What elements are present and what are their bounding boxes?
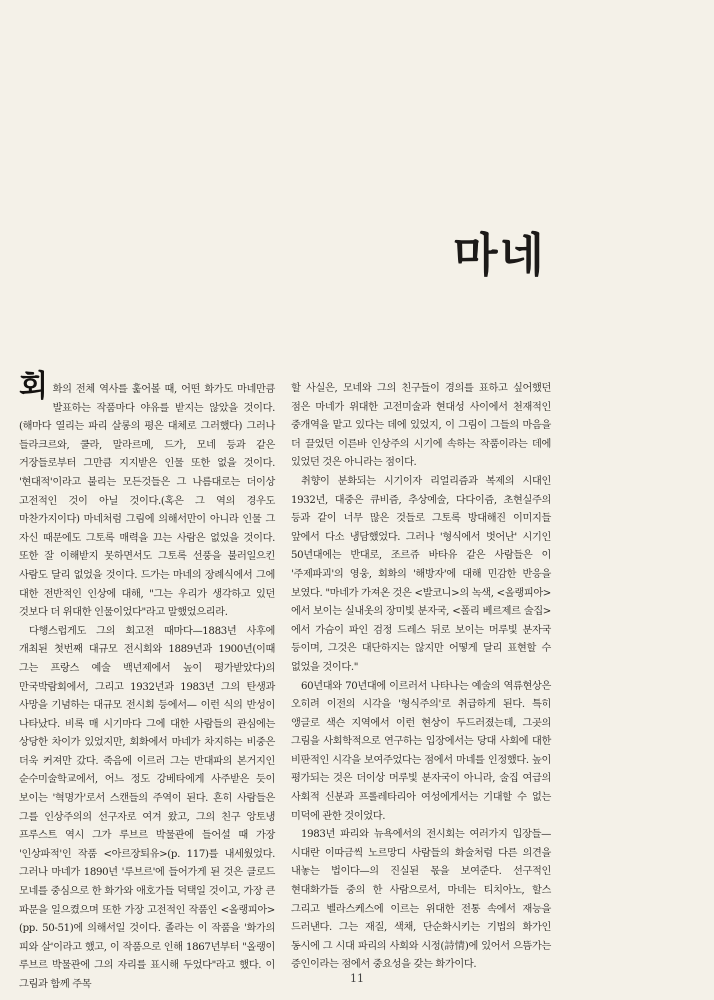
- exhibition-paragraph: 1983년 파리와 뉴욕에서의 전시회는 여러가지 입장들—시대란 이따금씩 노르망디 사람들의 화술처럼 다른 의견을 내놓는 법이다—의 진실된 몫을 보여준다. 선구적인 현대화가들 중의 한 사람으로서, 마네는 티치아노, 할스 그리고 벨라스케스에 이르는 위대한 전통 속에서 재능을 드러낸다. 그는 재질, 색채, 단순화시키는 기법의 화가인 동시에 그 시대 파리의 사회와 시정(詩情)에 있어서 으뜸가는 증인이라는 점에서 중요성을 갖는 화가이다.: [291, 829, 551, 971]
- second-paragraph: 다행스럽게도 그의 회고전 때마다—1883년 사후에 개최된 첫번째 대규모 전시회와 1889년과 1900년(이때 그는 프랑스 예술 백년제에서 높이 평가받았다)의 만국박람회에서, 그리고 1932년과 1983년 그의 탄생과 사망을 기념하는 대규모 전시회 등에서— 이런 식의 반성이 나타났다. 비록 매 시기마다 그에 대한 사람들의 관심에는 상당한 차이가 있었지만, 회화에서 마네가 차지하는 비중은 더욱 커져만 갔다. 죽음에 이르러 그는 반대파의 본거지인 순수미술학교에서, 어느 정도 강베타에게 사주받은 듯이 보이는 '혁명가'로서 스캔들의 주역이 된다. 흔히 사람들은 그를 인상주의의 선구자로 여겨 왔고, 그의 친구 앙토냉 프루스트 역시 그가 루브르 박물관에 들어설 때 가장 '인상파적'인 작품 <아르장퇴유>(p. 117)를 내세웠었다. 그러나 마네가 1890년 '루브르'에 들어가게 된 것은 클로드 모네를 중심으로 한 화가와 애호가들 덕택일 것이고, 가장 큰 파문을 일으켰으며 또한 가장 고전적인 작품인 <올랭피아>(pp. 50-51)에 의해서일 것이다. 졸라는 이 작품을 '화가의 피와 살'이라고 했고, 이 작품으로 인해 1867년부터 "올랭이 루브르 박물관에 그의 자리를 표시해 두었다"라고 했다. 이 그림과 함께 주목: [19, 625, 275, 990]
- first-paragraph-text: 화의 전체 역사를 훑어볼 때, 어떤 화가도 마네만큼 발표하는 작품마다 야유를 받지는 않았을 것이다.(해마다 열리는 파리 살롱의 평은 대체로 그러했다) 그러나 들라크르와, 쿨라, 말라르메, 드가, 모네 등과 같은 거장들로부터 그만큼 지지받은 인물 또한 없을 것이다. '현대적'이라고 불리는 모든것들은 그 나름대로는 더이상 고전적인 것이 아닐 것이다.(혹은 그 역의 경우도 마찬가지이다) 마네처럼 그림에 의해서만이 아니라 인물 그 자신 때문에도 그토록 매력을 끄는 사람은 없었을 것이다. 또한 잘 이해받지 못하면서도 그토록 선풍을 불러일으킨 사람도 달리 없었을 것이다. 드가는 마네의 장례식에서 그에 대한 전반적인 인상에 대해, "그는 우리가 생각하고 있던 것보다 더 위대한 인물이었다"라고 말했었으리라.: [19, 384, 275, 619]
- first-paragraph: [19, 369, 275, 623]
- drop-cap: 회: [19, 369, 48, 404]
- left-text-column: [19, 369, 275, 995]
- continued-paragraph: 할 사실은, 모네와 그의 친구들이 경의를 표하고 싶어했던 점은 마네가 위대한 고전미술과 현대성 사이에서 천재적인 중개역을 맡고 있다는 데에 있었지, 이 그림이 그들의 마음을 더 끌었던 이른바 인상주의 시기에 속하는 작품이라는 데에 있었던 것은 아니라는 점이다.: [291, 383, 551, 469]
- page-number: 11: [350, 972, 364, 985]
- sixties-paragraph: 60년대와 70년대에 이르러서 나타나는 예술의 역류현상은 오히려 이전의 시각을 '형식주의'로 취급하게 된다. 특히 앵글로 색슨 지역에서 이런 현상이 두드러졌는데, 그곳의 그림을 사회학적으로 연구하는 입장에서는 당대 사회에 대한 비판적인 시각을 보여주었다는 점에서 마네를 인정했다. 높이 평가되는 것은 더이상 머루빛 분자국이 아니라, 술집 여급의 사회적 신분과 프롤레타리아 여성에게서는 기대할 수 없는 미덕에 관한 것이었다.: [291, 680, 551, 822]
- right-text-column: [291, 380, 551, 975]
- page-title: 마네: [453, 228, 546, 282]
- taste-paragraph: 취향이 분화되는 시기이자 리얼리즘과 복제의 시대인 1932년, 대중은 큐비즘, 추상예술, 다다이즘, 초현실주의 등과 같이 너무 많은 것들로 그토록 방대해진 이미지들 앞에서 다소 냉담했었다. 그러나 '형식에서 벗어난' 시기인 50년대에는 반대로, 조르쥬 바타유 같은 사람들은 이 '주제파괴'의 영웅, 회화의 '해방자'에 대해 민감한 반응을 보였다. "마네가 가져온 것은 <발코니>의 녹색, <올랭피아>에서 보이는 실내옷의 장미빛 분자국, <폴리 베르제르 술집>에서 가슴이 파인 검정 드레스 뒤로 보이는 머루빛 분자국 등이며, 그것은 대단하지는 않지만 어떻게 달리 표현할 수 없었을 것이다.": [291, 475, 551, 673]
